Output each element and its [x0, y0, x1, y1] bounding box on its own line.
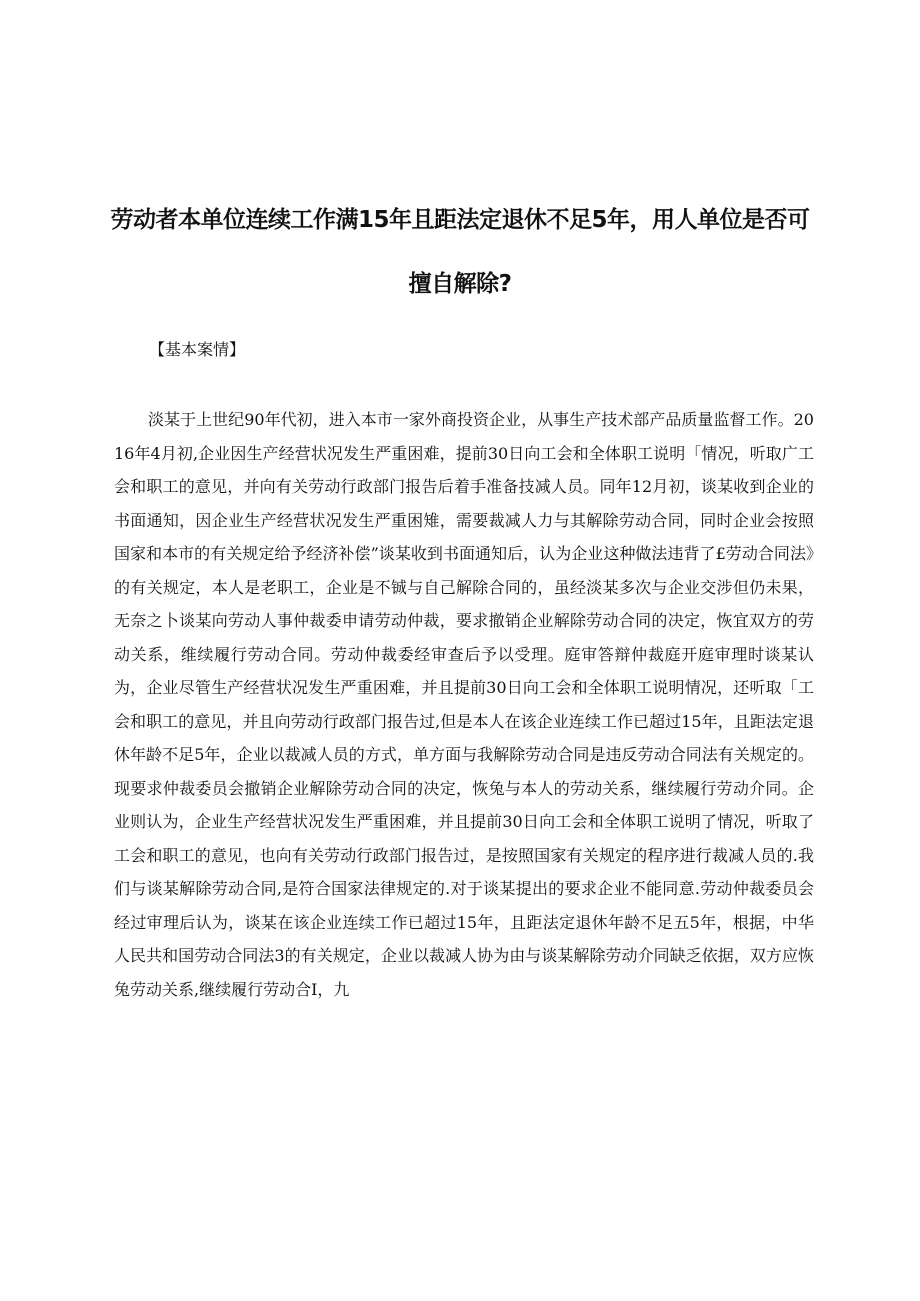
case-paragraph: 淡某于上世纪90年代初，进入本市一家外商投资企业，从事生产技术部产品质量监督工作。2016年4月初,企业因生产经营状况发生严重困难，提前30日向工会和全体职工说明「情况，听取广工会和职工的意见，并向有关劳动行政部门报告后着手准备技减人员。同年12月初，谈某收到企业的书面通知，因企业生产经营状况发生严重困雉，需要裁减人力与其解除劳动合同，同时企业会按照国家和本市的有关规定给予经济补偿”谈某收到书面通知后，认为企业这种做法违背了£劳动合同法》的有关规定，本人是老职工，企业是不铖与自己解除合同的，虽经淡某多次与企业交涉但仍未果，无奈之卜谈某向劳动人事仲裁委申请劳动仲裁，要求撤销企业解除劳动合同的决定，恢宜双方的劳动关系，维续履行劳动合同。劳动仲裁委经审查后予以受理。庭审答辩仲裁庭开庭审理时谈某认为，企业尽管生产经营状况发生严重困难，并且提前30日向工会和全体职工说明情况，还听取「工会和职工的意见，并且向劳动行政部门报告过,但是本人在该企业连续工作已超过15年，且距法定退休年龄不足5年，企业以裁减人员的方式，单方面与我解除劳动合同是违反劳动合同法有关规定的。现要求仲裁委员会撤销企业解除劳动合同的决定，恢兔与本人的劳动关系，继续履行劳动介同。企业则认为，企业生产经营状况发生严重困难，并且提前30日向工会和全体职工说明了情况，听取了工会和职工的意见，也向有关劳动行政部门报告过，是按照国家有关规定的程序进行裁减人员的.我们与谈某解除劳动合同,是符合国家法律规定的.对于谈某提出的要求企业不能同意.劳动仲裁委员会经过审理后认为，谈某在该企业连续工作已超过15年，且距法定退休年龄不足五5年，根据，中华人民共和国劳动合同法3的有关规定，企业以裁减人协为由与谈某解除劳动介同缺乏依据，双方应恢兔劳动关系,继续履行劳动合I，九	[114, 410, 814, 999]
document-title: 劳动者本单位连续工作满15年且距法定退休不足5年，用人单位是否可擅自解除?	[110, 207, 810, 297]
section-heading: 【基本案情】	[149, 340, 246, 359]
